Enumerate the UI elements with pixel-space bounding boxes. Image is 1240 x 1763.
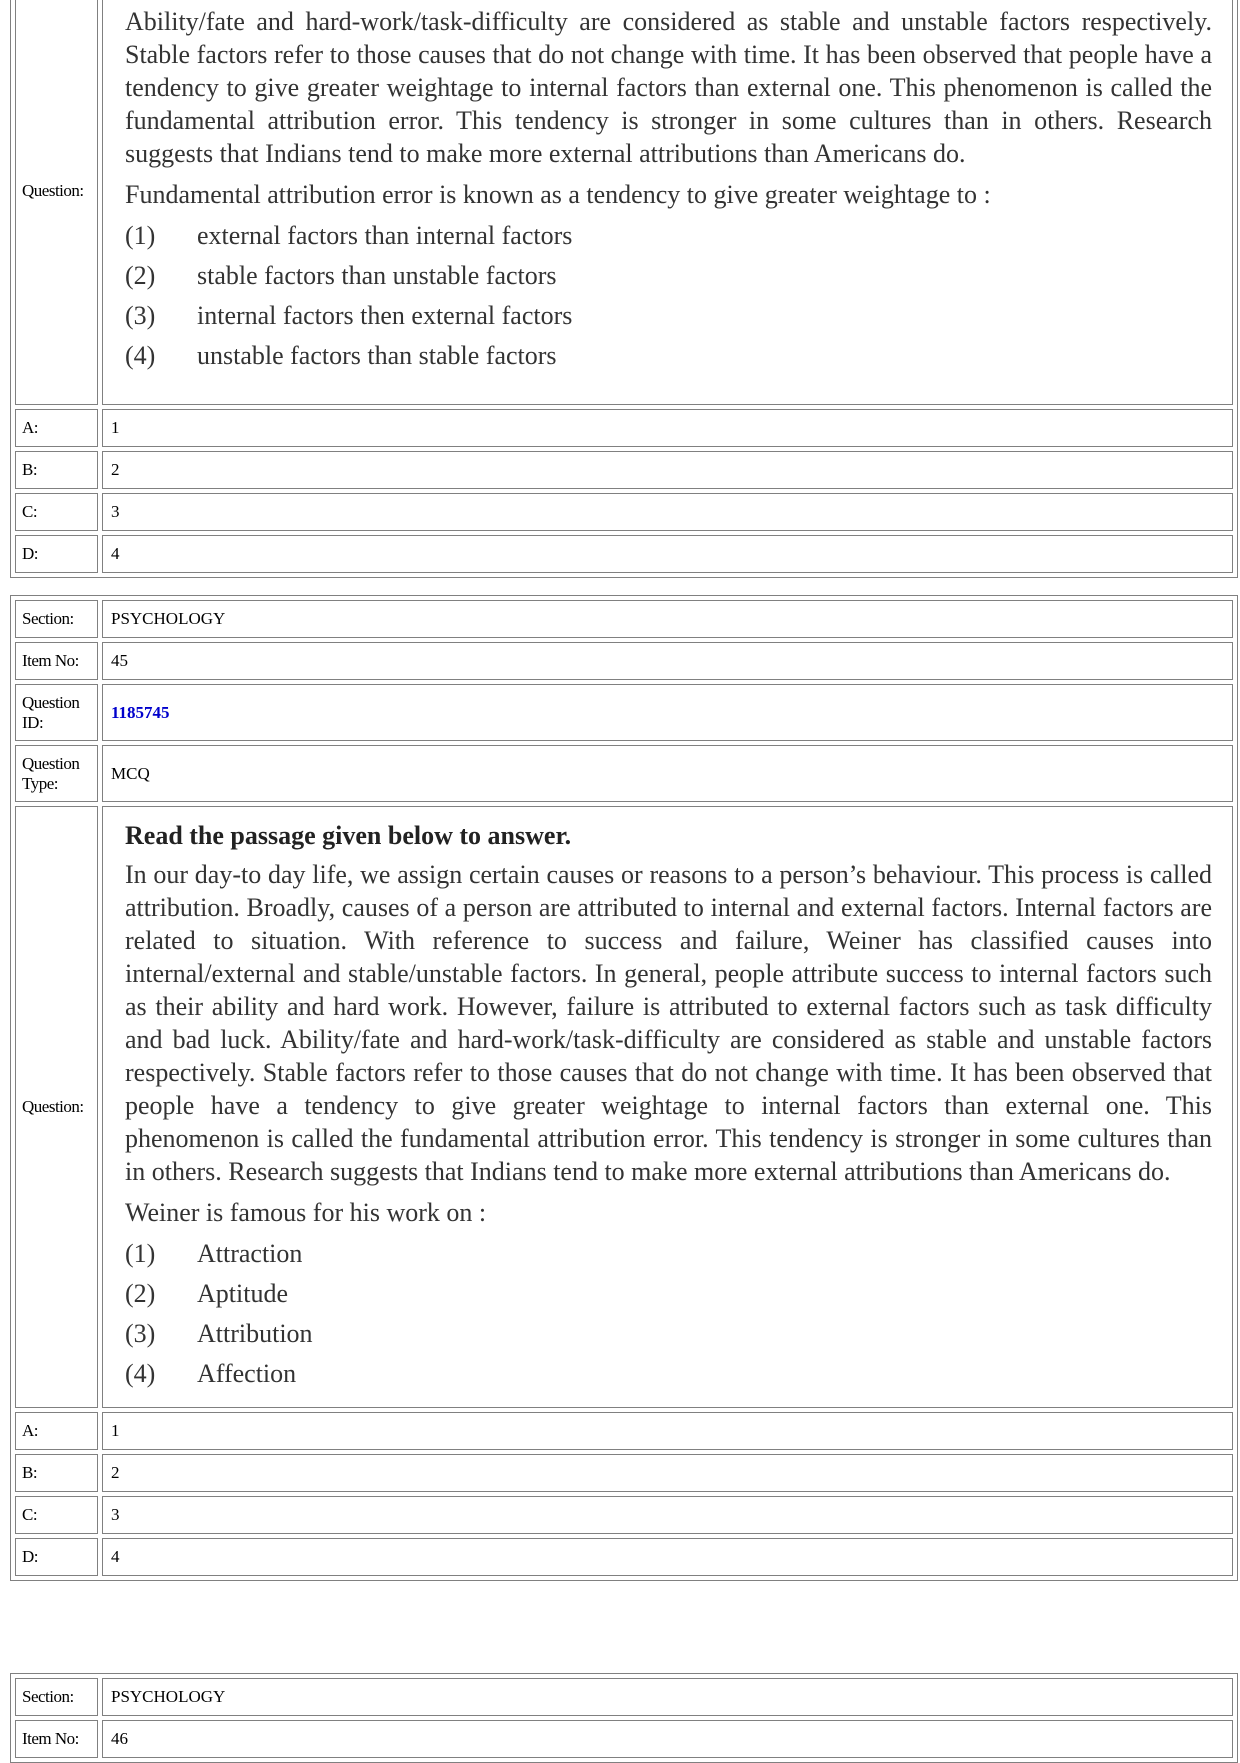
- question-type-label: Question Type:: [15, 745, 98, 802]
- option-number: (1): [125, 1238, 156, 1268]
- question-prompt: Weiner is famous for his work on :: [125, 1198, 487, 1227]
- question-id-value[interactable]: [102, 684, 1233, 741]
- section-label: Section:: [15, 600, 98, 638]
- answer-d-value: 4: [102, 1538, 1233, 1576]
- section-label: Section:: [15, 1678, 98, 1716]
- answer-a-label: A:: [15, 1412, 98, 1450]
- question-body: [102, 806, 1233, 1408]
- option-2: [125, 1273, 1212, 1313]
- option-3: [125, 1313, 1212, 1353]
- answer-c-value: 3: [102, 1496, 1233, 1534]
- answer-c-label: C:: [15, 493, 98, 531]
- answer-a-value: 1: [102, 409, 1233, 447]
- question-prompt: Fundamental attribution error is known as a tendency to give greater weightage to :: [125, 180, 991, 209]
- option-text: Aptitude: [197, 1278, 288, 1308]
- item-no-value: 46: [102, 1720, 1233, 1758]
- option-2: [125, 255, 1212, 295]
- option-number: (3): [125, 300, 156, 330]
- option-text: internal factors then external factors: [197, 300, 573, 330]
- option-number: (3): [125, 1318, 156, 1348]
- option-text: external factors than internal factors: [197, 220, 573, 250]
- option-1: [125, 1233, 1212, 1273]
- answer-d-value: 4: [102, 535, 1233, 573]
- answer-b-label: B:: [15, 451, 98, 489]
- question-table-45: [10, 595, 1238, 1581]
- option-number: (2): [125, 260, 156, 290]
- option-4: [125, 1353, 1212, 1393]
- section-value: PSYCHOLOGY: [102, 600, 1233, 638]
- answer-a-value: 1: [102, 1412, 1233, 1450]
- option-text: Attribution: [197, 1318, 313, 1348]
- answer-a-label: A:: [15, 409, 98, 447]
- passage-text: Ability/fate and hard-work/task-difficulty are considered as stable and unstable factors respectively. Stable factors refer to those causes that do not change with time. It has been observed that people have a tendency to give greater weightage to internal factors than external one. This phenomenon is called the fundamental attribution error. This tendency is stronger in some cultures than in others. Research suggests that Indians tend to make more external attributions than Americans do.: [125, 7, 1212, 168]
- question-table-46: [10, 1673, 1238, 1763]
- item-no-label: Item No:: [15, 1720, 98, 1758]
- question-label: Question:: [15, 806, 98, 1408]
- answer-c-label: C:: [15, 1496, 98, 1534]
- question-id-label: Question ID:: [15, 684, 98, 741]
- item-no-value: 45: [102, 642, 1233, 680]
- option-number: (1): [125, 220, 156, 250]
- option-number: (4): [125, 340, 156, 370]
- option-number: (2): [125, 1278, 156, 1308]
- answer-b-value: 2: [102, 1454, 1233, 1492]
- passage-text: In our day-to day life, we assign certain causes or reasons to a person’s behaviour. This process is called attribution. Broadly, causes of a person are attributed to internal and external factors. Internal factors are related to situation. With reference to success and failure, Weiner has classified causes into internal/external and stable/unstable factors. In general, people attribute success to internal factors such as their ability and hard work. However, failure is attributed to external factors such as task difficulty and bad luck. Ability/fate and hard-work/task-difficulty are considered as stable and unstable factors respectively. Stable factors refer to those causes that do not change with time. It has been observed that people have a tendency to give greater weightage to internal factors than external one. This phenomenon is called the fundamental attribution error. This tendency is stronger in some cultures than in others. Research suggests that Indians tend to make more external attributions than Americans do.: [125, 860, 1212, 1186]
- question-id-link[interactable]: 1185745: [111, 702, 170, 722]
- option-text: Attraction: [197, 1238, 303, 1268]
- option-text: stable factors than unstable factors: [197, 260, 557, 290]
- answer-d-label: D:: [15, 1538, 98, 1576]
- option-1: [125, 215, 1212, 255]
- question-table-44: [10, 0, 1238, 578]
- option-number: (4): [125, 1358, 156, 1388]
- answer-d-label: D:: [15, 535, 98, 573]
- answer-c-value: 3: [102, 493, 1233, 531]
- option-3: [125, 295, 1212, 335]
- item-no-label: Item No:: [15, 642, 98, 680]
- question-type-value: MCQ: [102, 745, 1233, 802]
- option-text: Affection: [197, 1358, 297, 1388]
- answer-b-value: 2: [102, 451, 1233, 489]
- option-text: unstable factors than stable factors: [197, 340, 557, 370]
- section-value: PSYCHOLOGY: [102, 1678, 1233, 1716]
- question-body: [102, 0, 1233, 405]
- passage-heading: Read the passage given below to answer.: [125, 821, 572, 850]
- option-4: [125, 335, 1212, 375]
- answer-b-label: B:: [15, 1454, 98, 1492]
- question-label: Question:: [15, 0, 98, 405]
